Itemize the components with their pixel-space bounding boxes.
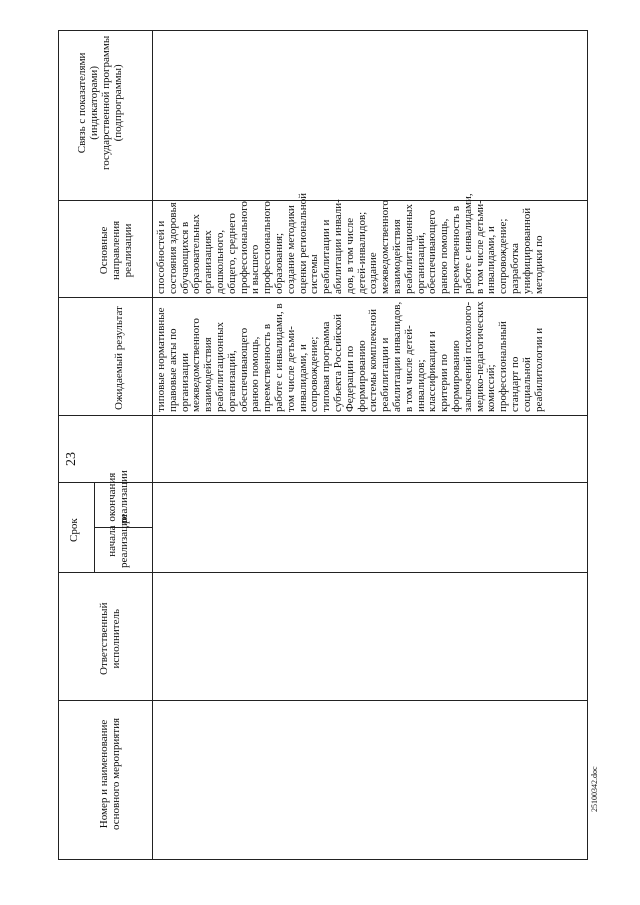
page-number: 23 (64, 452, 79, 466)
measures-table (58, 30, 588, 860)
header-executor: Ответственный исполнитель (98, 602, 122, 675)
header-start: начала реализации (106, 514, 130, 568)
header-result: Ожидаемый результат (113, 306, 125, 410)
header-directions: Основные направления реализации (98, 220, 134, 280)
header-term: Срок (68, 518, 80, 542)
footer-filename: 25100342.doc (590, 766, 599, 812)
header-indicators: Связь с показателями (индикаторами) государственной программы (подпрограммы) (76, 35, 124, 170)
directions-cell: способностей и состояния здоровья обучающихся в образовательных организациях дошкольного, общего, среднего профессионального и высшего профессионального образования; создание методики оценки региональной системы реабилитации и абилитации инвали- дов, в том числе детей-инвалидов; создание межведомственного взаимодействия реабилитационных организаций, обеспечивающего ранюю помощь, преемственность в работе с инвалидами, в том числе детьми- инвалидами, и сопровождение; разработка унифицированной методики по (155, 192, 545, 294)
header-end: окончания реализации (106, 470, 130, 524)
header-measure: Номер и наименование основного мероприятия (98, 717, 122, 830)
result-cell: типовые нормативные правовые акты по организации межведомственного взаимодействия реабилитационных организаций, обеспечивающего ранюю помощь, преемственность в работе с инвалидами, в том числе детьми- инвалидами, и сопровождение; типовая программа субъекта Российской Федерации по формированию системы комплексной реабилитации и абилитации инвалидов, в том числе детей- инвалидов; классификации и критерии по формированию заключений психолого- медико-педагогических комиссий; профессиональный стандарт по социальной реабилитологии и (155, 301, 545, 412)
